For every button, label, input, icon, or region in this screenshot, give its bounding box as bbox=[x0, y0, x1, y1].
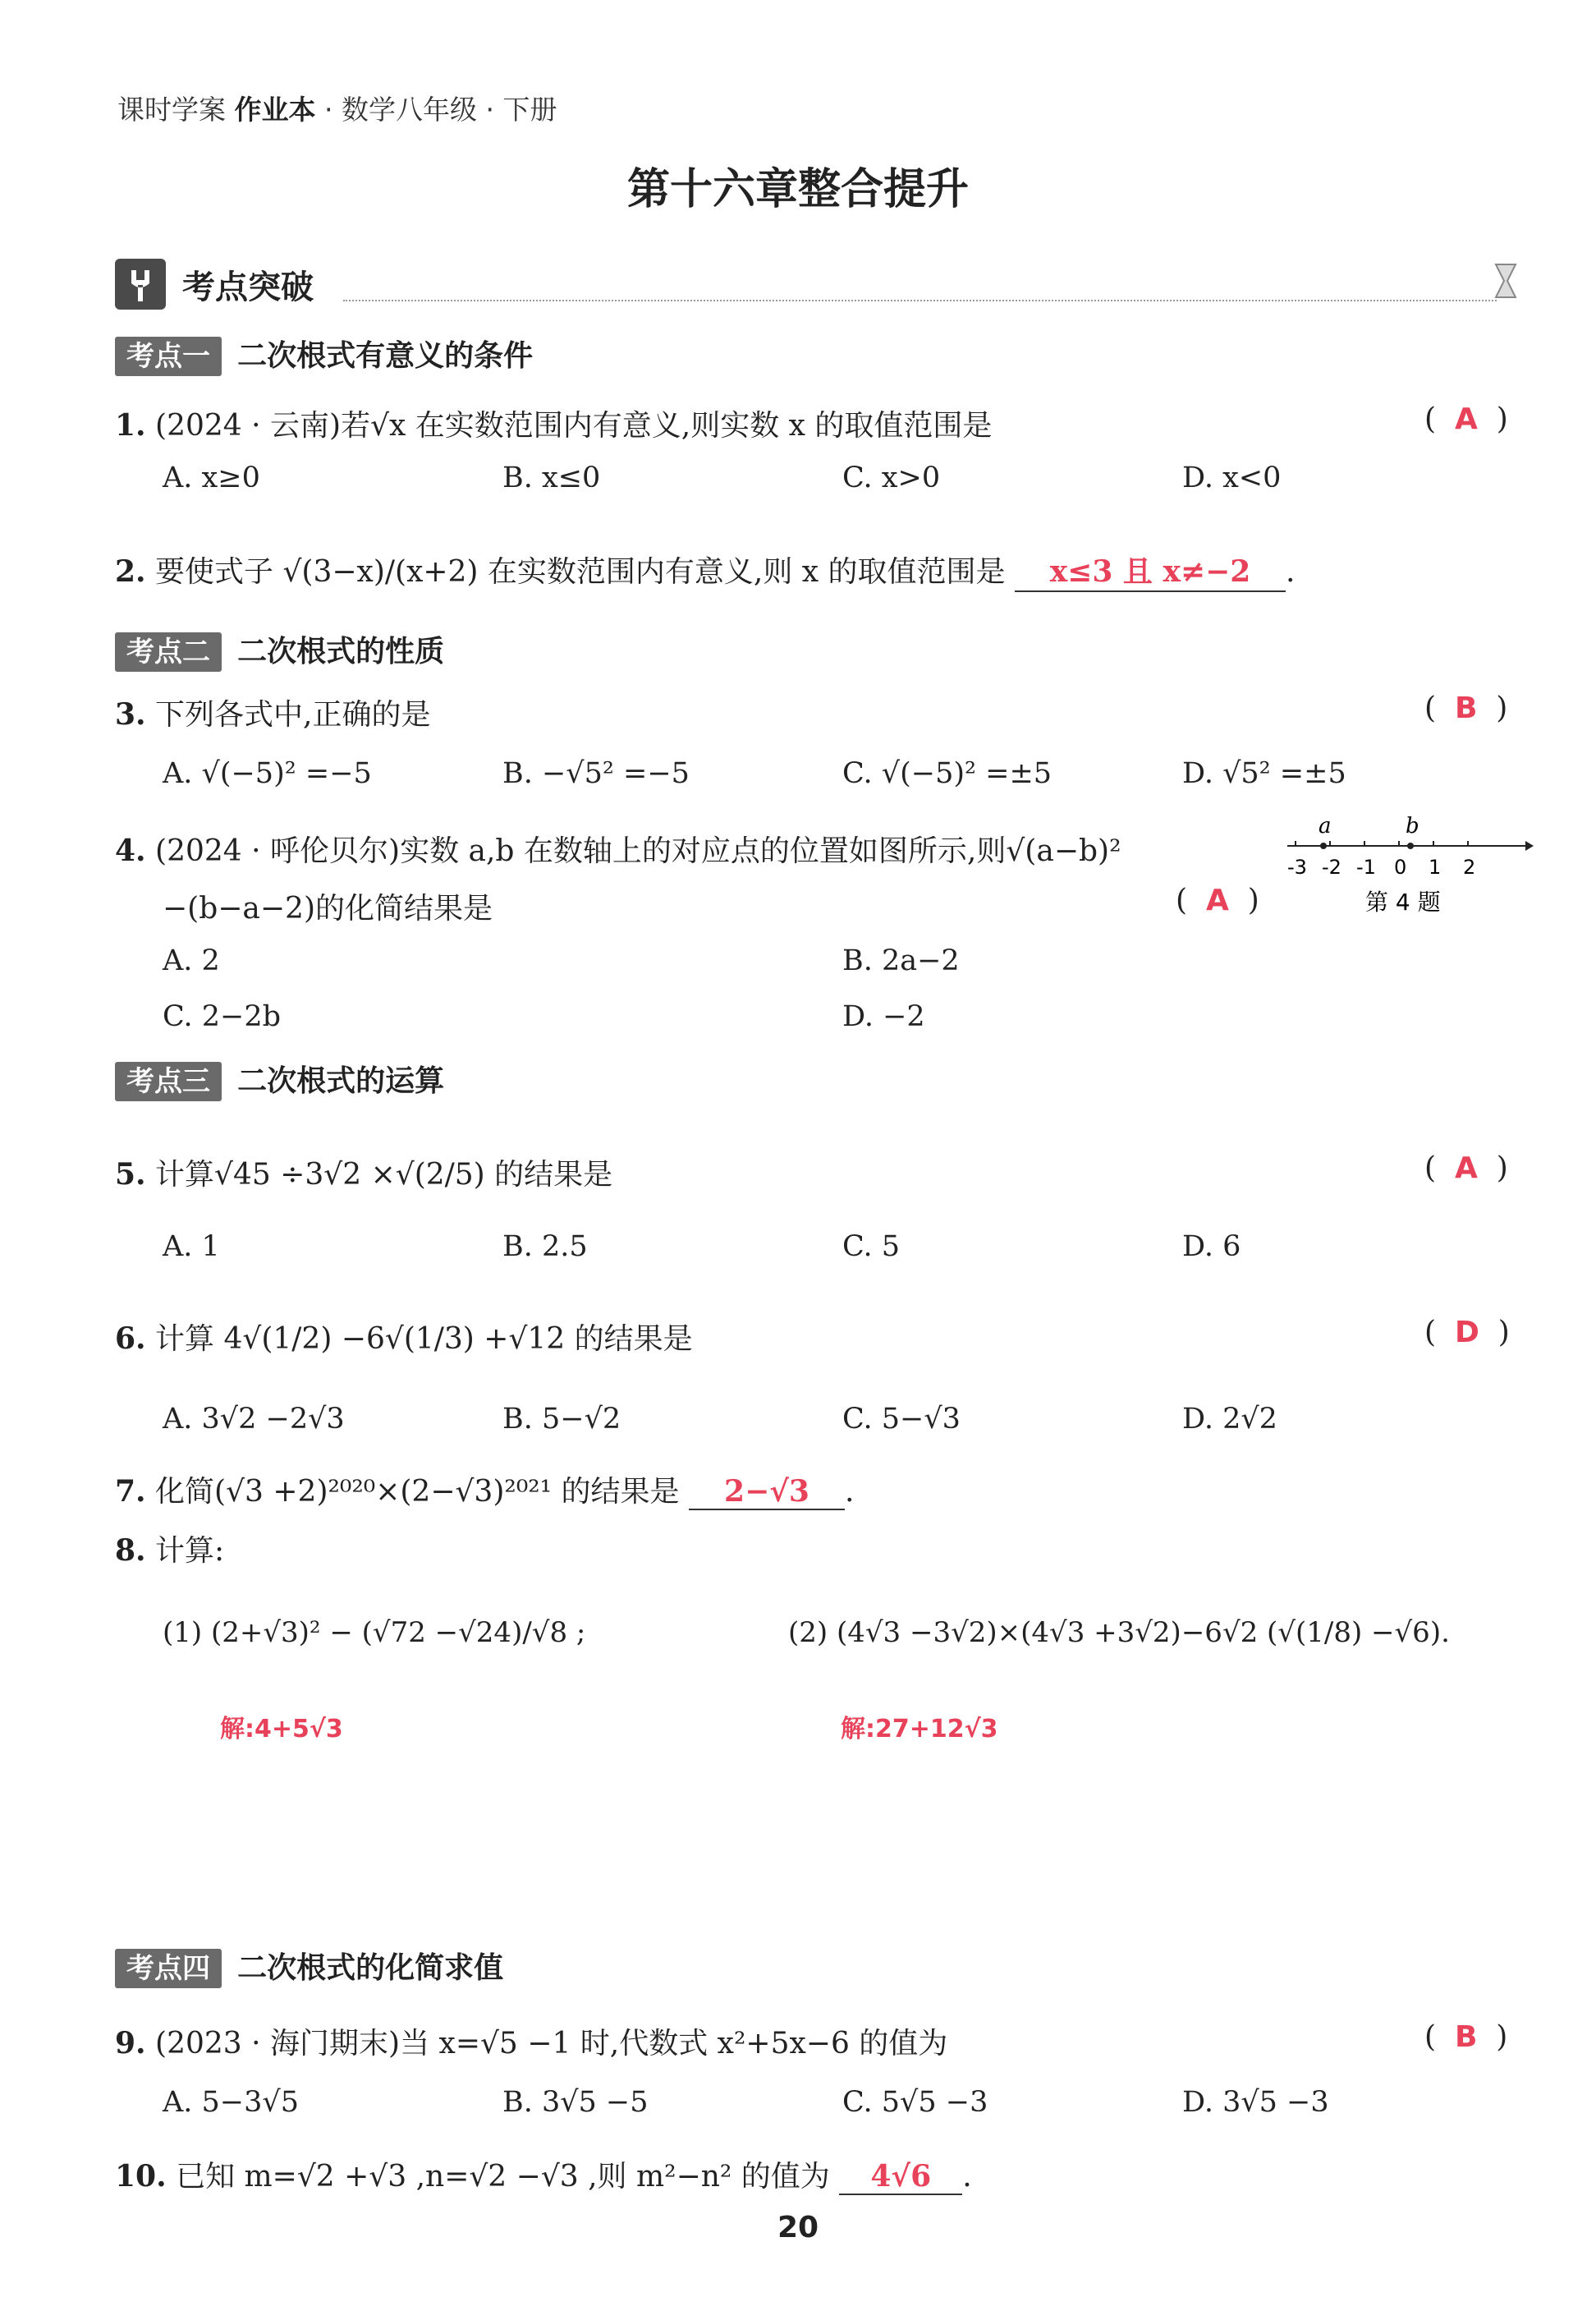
fill-blank-answer: 2−√3 bbox=[689, 1474, 845, 1510]
figure-caption: 第 4 题 bbox=[1365, 889, 1441, 916]
question-8: 8. 计算: bbox=[115, 1533, 225, 1568]
answer-bracket-4: ( A ) bbox=[1176, 884, 1259, 917]
header-brand: 课时学案 bbox=[117, 94, 226, 126]
option-a: A. 2 bbox=[163, 944, 220, 977]
page-number: 20 bbox=[777, 2211, 819, 2244]
solution-1: 解:4+5√3 bbox=[220, 1715, 343, 1743]
solution-2: 解:27+12√3 bbox=[841, 1715, 998, 1743]
question-9: 9. (2023 · 海门期末)当 x=√5 −1 时,代数式 x²+5x−6 的值为 bbox=[115, 2026, 948, 2060]
topic-heading-4 bbox=[115, 1945, 503, 1987]
option-d: D. √5² =±5 bbox=[1182, 757, 1346, 790]
answer-choice: A bbox=[1454, 1151, 1478, 1185]
option-a: A. 5−3√5 bbox=[163, 2086, 299, 2119]
option-a: A. √(−5)² =−5 bbox=[163, 757, 372, 790]
question-text: 下列各式中,正确的是 bbox=[155, 698, 431, 732]
topic-heading-2 bbox=[115, 628, 444, 670]
point-a bbox=[1320, 843, 1327, 849]
answer-choice: A bbox=[1454, 402, 1478, 436]
question-10: 10. 已知 m=√2 +√3 ,n=√2 −√3 ,则 m²−n² 的值为 4√6 . bbox=[115, 2159, 972, 2194]
section-title: 考点突破 bbox=[182, 269, 314, 306]
question-8-part-2: (2) (4√3 −3√2)×(4√3 +3√2)−6√2 (√(1/8) −√6). bbox=[788, 1616, 1450, 1649]
option-d: D. −2 bbox=[842, 1000, 925, 1033]
answer-bracket-9: ( B ) bbox=[1424, 2020, 1508, 2054]
question-text: (2024 · 呼伦贝尔)实数 a,b 在数轴上的对应点的位置如图所示,则√(a−b)² bbox=[155, 834, 1121, 868]
option-b: B. 3√5 −5 bbox=[502, 2086, 649, 2119]
option-c: C. 5−√3 bbox=[842, 1403, 961, 1436]
number-line-figure bbox=[1287, 813, 1534, 920]
option-d: D. x<0 bbox=[1182, 462, 1282, 494]
option-c: C. 5√5 −3 bbox=[842, 2086, 988, 2119]
option-b: B. 2a−2 bbox=[842, 944, 960, 977]
label-a: a bbox=[1319, 814, 1332, 838]
question-text: (2023 · 海门期末)当 x=√5 −1 时,代数式 x²+5x−6 的值为 bbox=[155, 2027, 948, 2060]
question-text: (2024 · 云南)若√x 在实数范围内有意义,则实数 x 的取值范围是 bbox=[155, 409, 993, 443]
fill-blank-answer: x≤3 且 x≠−2 bbox=[1015, 549, 1286, 592]
question-text: 计算√45 ÷3√2 ×√(2/5) 的结果是 bbox=[155, 1158, 613, 1192]
answer-choice: D bbox=[1454, 1316, 1479, 1349]
question-6: 6. 计算 4√(1/2) −6√(1/3) +√12 的结果是 bbox=[115, 1321, 693, 1356]
tick-label: -2 bbox=[1322, 856, 1341, 879]
question-text: 化简(√3 +2)²⁰²⁰×(2−√3)²⁰²¹ 的结果是 bbox=[155, 1475, 680, 1509]
question-1: 1. (2024 · 云南)若√x 在实数范围内有意义,则实数 x 的取值范围是 bbox=[115, 408, 993, 443]
option-d: D. 6 bbox=[1182, 1230, 1241, 1263]
topic-heading-3 bbox=[115, 1058, 444, 1100]
option-c: C. √(−5)² =±5 bbox=[842, 757, 1053, 790]
topic-badge: 考点三 bbox=[115, 1062, 222, 1101]
option-d: D. 2√2 bbox=[1182, 1403, 1277, 1436]
hourglass-icon bbox=[1493, 263, 1519, 299]
answer-choice: B bbox=[1454, 2020, 1478, 2054]
header-book: 作业本 bbox=[234, 94, 316, 126]
question-text: 计算 4√(1/2) −6√(1/3) +√12 的结果是 bbox=[155, 1322, 693, 1356]
question-3: 3. 下列各式中,正确的是 bbox=[115, 697, 431, 732]
topic-title: 二次根式的化简求值 bbox=[237, 1951, 504, 1985]
topic-badge: 考点一 bbox=[115, 337, 222, 376]
point-b bbox=[1407, 843, 1414, 849]
option-c: C. 5 bbox=[842, 1230, 901, 1263]
tick-label: 1 bbox=[1429, 856, 1442, 879]
answer-bracket-5: ( A ) bbox=[1424, 1151, 1508, 1185]
question-5: 5. 计算√45 ÷3√2 ×√(2/5) 的结果是 bbox=[115, 1157, 613, 1192]
tick-label: 2 bbox=[1463, 856, 1476, 879]
topic-badge: 考点二 bbox=[115, 632, 222, 672]
topic-title: 二次根式有意义的条件 bbox=[237, 339, 534, 373]
answer-choice: B bbox=[1454, 691, 1478, 725]
tick-label: 0 bbox=[1394, 856, 1407, 879]
running-header bbox=[117, 89, 557, 127]
question-4-line2: −(b−a−2)的化简结果是 bbox=[163, 892, 493, 926]
option-b: B. x≤0 bbox=[502, 462, 601, 494]
label-b: b bbox=[1406, 814, 1419, 838]
page-title: 第十六章整合提升 bbox=[626, 164, 969, 214]
option-c: C. x>0 bbox=[842, 462, 941, 494]
option-c: C. 2−2b bbox=[163, 1000, 282, 1033]
fill-blank-answer: 4√6 bbox=[839, 2159, 962, 2195]
answer-bracket-3: ( B ) bbox=[1424, 691, 1508, 725]
topic-badge: 考点四 bbox=[115, 1949, 222, 1988]
answer-bracket-1: ( A ) bbox=[1424, 402, 1508, 436]
axis-arrow bbox=[1525, 841, 1534, 851]
option-d: D. 3√5 −3 bbox=[1182, 2086, 1329, 2119]
wrench-icon bbox=[115, 259, 166, 310]
option-a: A. 3√2 −2√3 bbox=[163, 1403, 345, 1436]
answer-choice: A bbox=[1205, 884, 1229, 917]
question-8-part-1: (1) (2+√3)² − (√72 −√24)/√8 ; bbox=[163, 1616, 586, 1649]
question-2: 2. 要使式子 √(3−x)/(x+2) 在实数范围内有意义,则 x 的取值范围是 x≤3 且 x≠−2 . bbox=[115, 549, 1295, 592]
answer-bracket-6: ( D ) bbox=[1424, 1316, 1510, 1349]
header-subject: · 数学八年级 · 下册 bbox=[324, 94, 557, 126]
question-text: 计算: bbox=[155, 1534, 225, 1568]
option-b: B. −√5² =−5 bbox=[502, 757, 690, 790]
question-7: 7. 化简(√3 +2)²⁰²⁰×(2−√3)²⁰²¹ 的结果是 2−√3 . bbox=[115, 1474, 855, 1509]
tick-label: -3 bbox=[1287, 856, 1307, 879]
topic-title: 二次根式的运算 bbox=[237, 1064, 445, 1098]
question-text: 已知 m=√2 +√3 ,n=√2 −√3 ,则 m²−n² 的值为 bbox=[176, 2160, 830, 2194]
section-divider bbox=[343, 300, 1497, 301]
topic-heading-1 bbox=[115, 333, 533, 374]
option-b: B. 5−√2 bbox=[502, 1403, 621, 1436]
option-b: B. 2.5 bbox=[502, 1230, 588, 1263]
question-text: 要使式子 √(3−x)/(x+2) 在实数范围内有意义,则 x 的取值范围是 bbox=[155, 555, 1006, 589]
option-a: A. x≥0 bbox=[163, 462, 260, 494]
tick-label: -1 bbox=[1356, 856, 1376, 879]
question-4: 4. (2024 · 呼伦贝尔)实数 a,b 在数轴上的对应点的位置如图所示,则√(a−b)² bbox=[115, 834, 1121, 868]
topic-title: 二次根式的性质 bbox=[237, 635, 445, 668]
option-a: A. 1 bbox=[163, 1230, 220, 1263]
